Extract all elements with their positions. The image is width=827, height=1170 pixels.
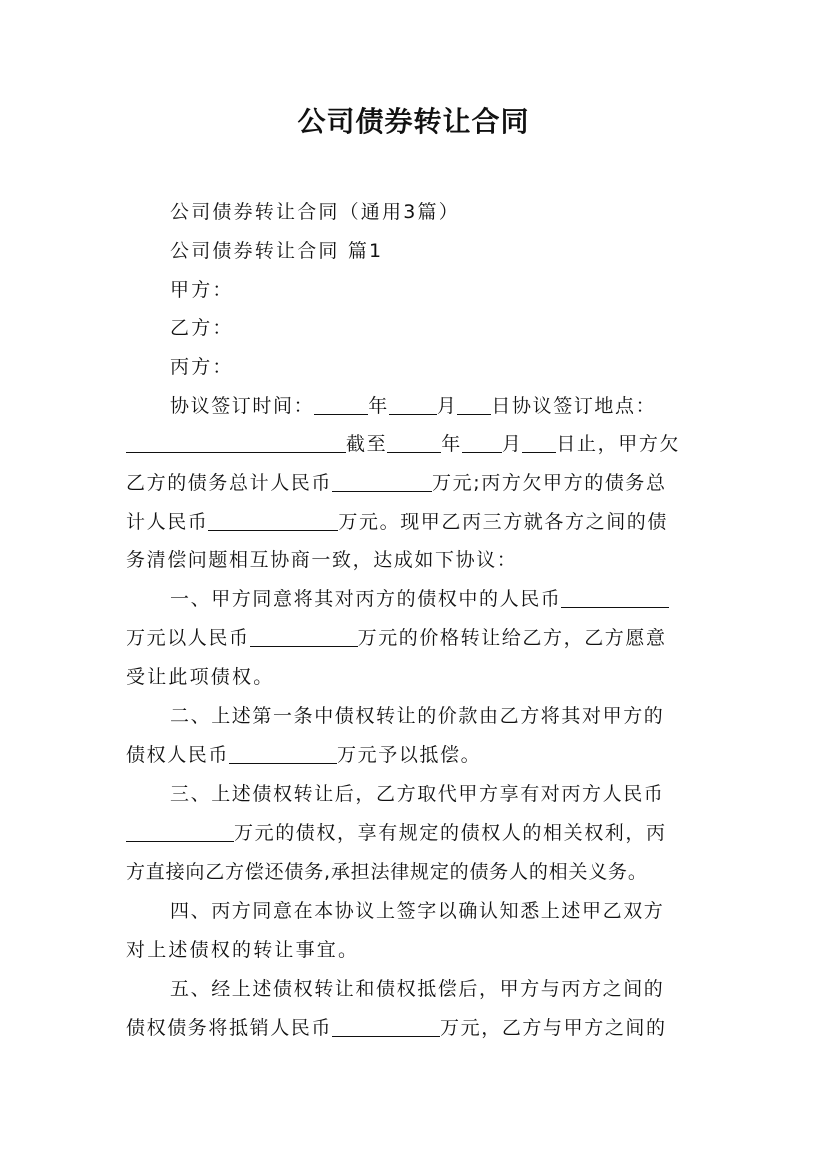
agreement-intro-line-2: 截至 年 月 日止，甲方欠 [126, 429, 701, 459]
blank-field [229, 743, 337, 764]
blank-field [522, 432, 556, 453]
clause-3-line-2: 万元的债权，享有规定的债权人的相关权利，丙 [126, 818, 701, 848]
agreement-intro-line-1: 协议签订时间： 年 月 日协议签订地点： [170, 395, 657, 417]
blank-field [332, 471, 432, 492]
party-b-label: 乙方： [170, 317, 234, 339]
agreement-intro-line-4: 计人民币 万元。现甲乙丙三方就各方之间的债 [126, 511, 669, 533]
blank-field [389, 394, 437, 415]
blank-field [126, 821, 234, 842]
clause-5-line-1: 五、经上述债权转让和债权抵偿后，甲方与丙方之间的 [170, 978, 665, 1000]
clause-3-line-3: 方直接向乙方偿还债务,承担法律规定的债务人的相关义务。 [126, 861, 648, 883]
agreement-intro-line-5: 务清偿问题相互协商一致，达成如下协议： [126, 549, 518, 571]
subtitle: 公司债券转让合同（通用3篇） [170, 201, 460, 223]
party-c-label: 丙方： [170, 356, 234, 378]
clause-1-line-3: 受让此项债权。 [126, 666, 275, 688]
blank-field [387, 432, 441, 453]
clause-5-line-2: 债权债务将抵销人民币 万元，乙方与甲方之间的 [126, 1017, 667, 1039]
document-title: 公司债券转让合同 [297, 105, 530, 138]
clause-2-line-1: 二、上述第一条中债权转让的价款由乙方将其对甲方的 [170, 705, 665, 727]
blank-field [126, 432, 346, 453]
clause-4-line-2: 对上述债权的转让事宜。 [126, 939, 360, 961]
blank-field [561, 587, 669, 608]
clause-1-line-2: 万元以人民币 万元的价格转让给乙方，乙方愿意 [126, 627, 667, 649]
clause-1-line-1: 一、甲方同意将其对丙方的债权中的人民币 [170, 584, 701, 614]
agreement-intro-line-3: 乙方的债务总计人民币 万元;丙方欠甲方的债务总 [126, 472, 667, 494]
clause-4-line-1: 四、丙方同意在本协议上签字以确认知悉上述甲乙双方 [170, 900, 665, 922]
blank-field [208, 510, 338, 531]
clause-2-line-2: 债权人民币 万元予以抵偿。 [126, 744, 482, 766]
blank-field [457, 394, 491, 415]
clause-3-line-1: 三、上述债权转让后，乙方取代甲方享有对丙方人民币 [170, 783, 665, 805]
party-a-label: 甲方： [170, 279, 234, 301]
section-heading: 公司债券转让合同 篇1 [170, 240, 384, 262]
blank-field [332, 1016, 440, 1037]
blank-field [250, 626, 358, 647]
blank-field [462, 432, 502, 453]
blank-field [314, 394, 368, 415]
